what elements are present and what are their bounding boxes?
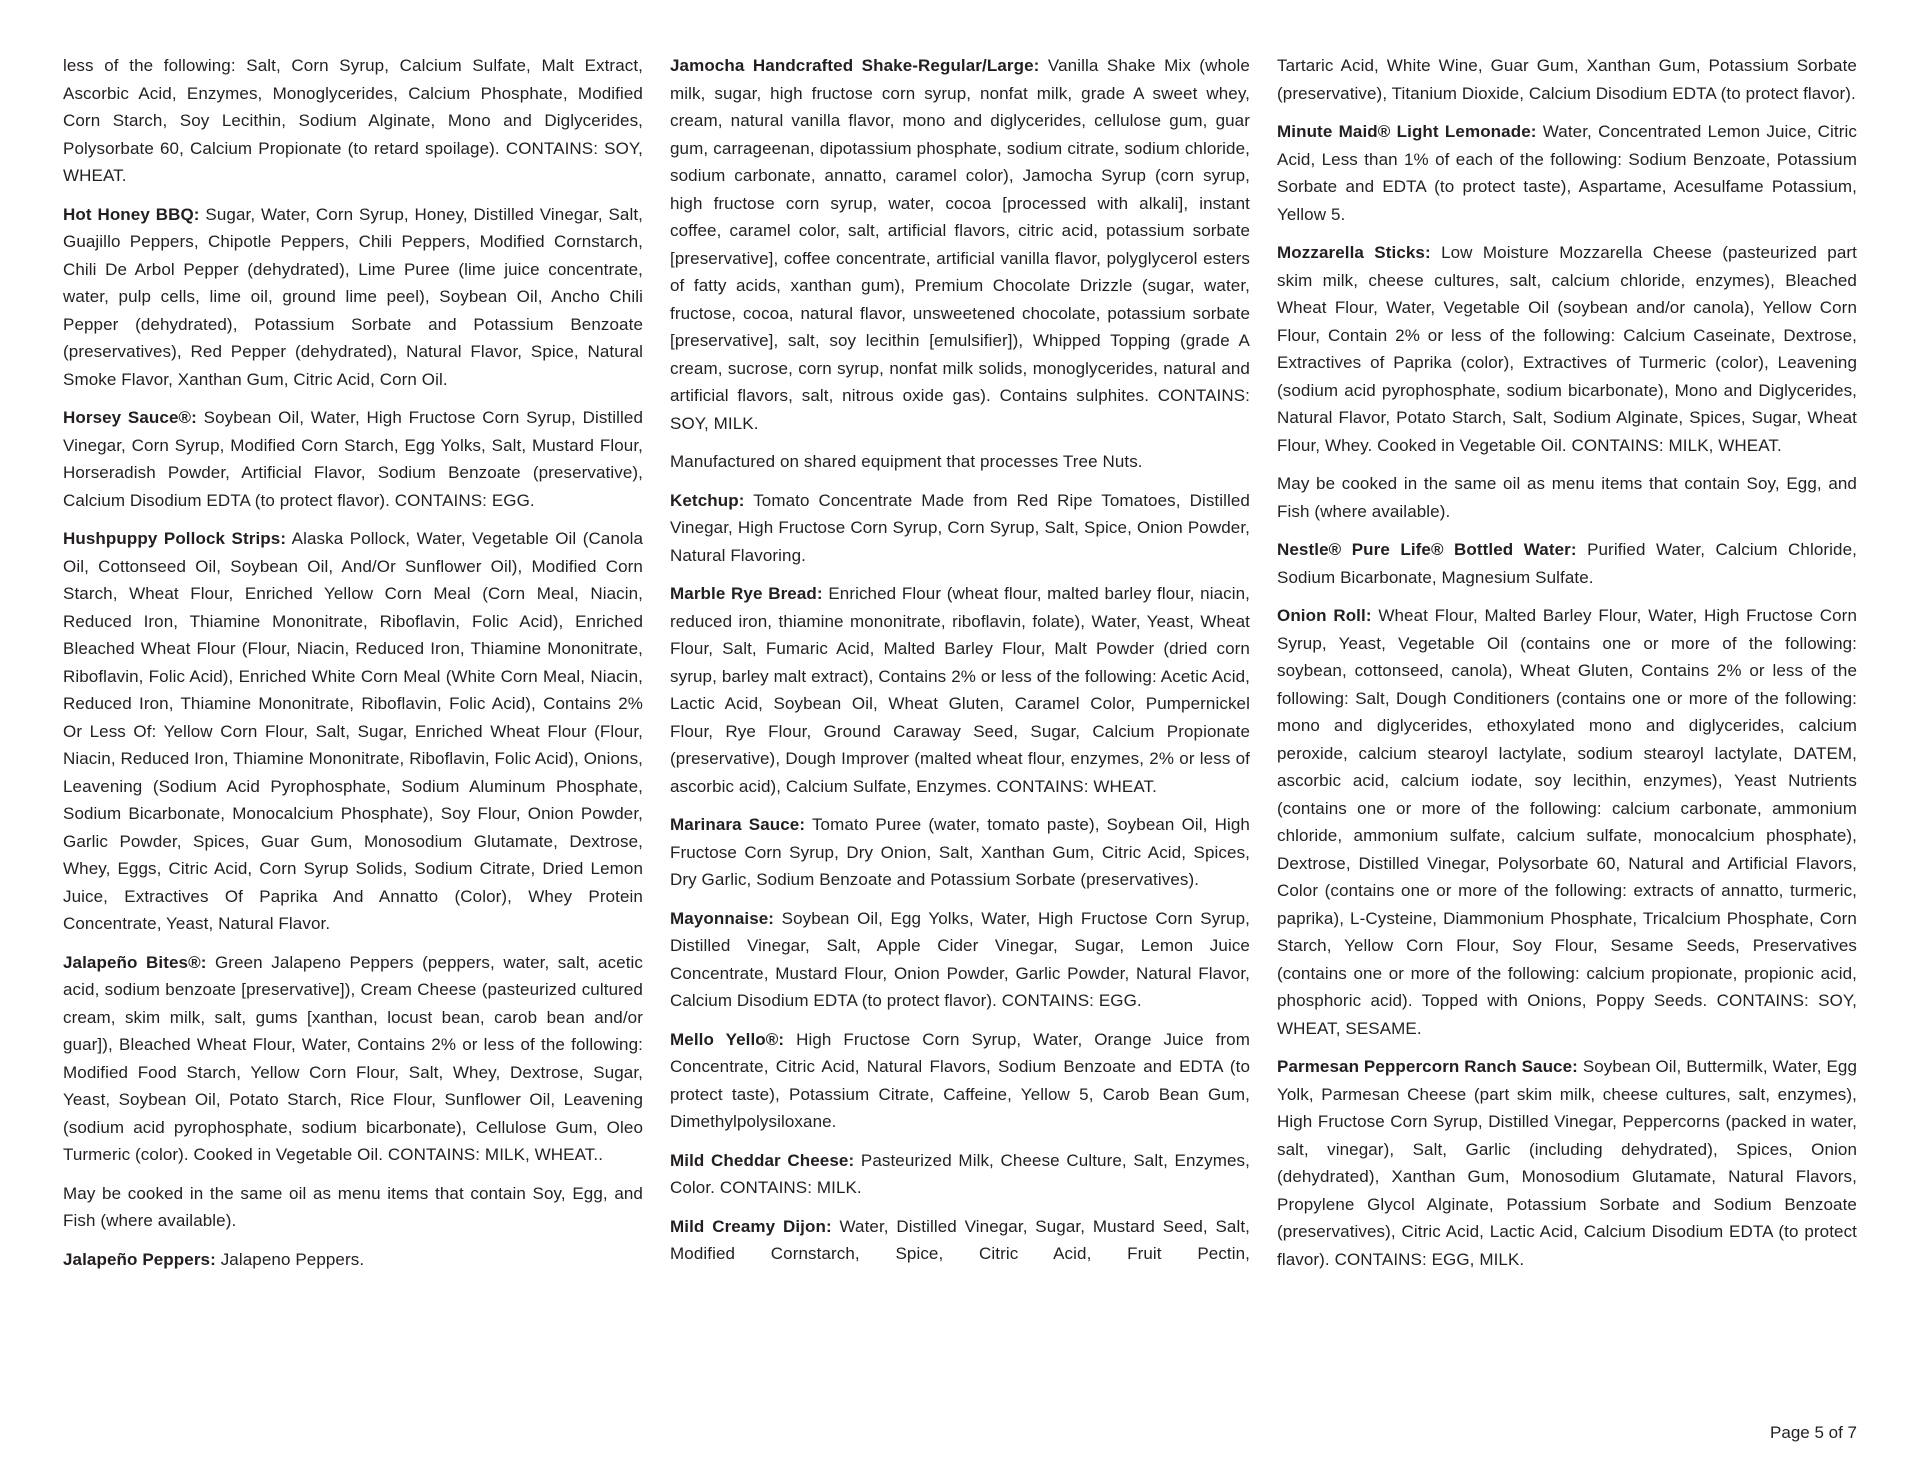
ingredient-paragraph — [63, 201, 643, 394]
ingredient-text: Soybean Oil, Buttermilk, Water, Egg Yolk, Parmesan Cheese (part skim milk, cheese cultures, salt, enzymes), High Fructose Corn Syrup, Distilled Vinegar, Peppercorns (packed in water, salt, vinegar), Salt, Garlic (including dehydrated), Spices, Onion (dehydrated), Xanthan Gum, Monosodium Glutamate, Natural Flavors, Propylene Glycol Alginate, Potassium Sorbate and Sodium Benzoate (preservatives), Citric Acid, Lactic Acid, Calcium Disodium EDTA (to protect flavor). CONTAINS: EGG, MILK. — [1277, 1057, 1857, 1269]
ingredient-paragraph — [670, 52, 1250, 437]
ingredient-paragraph — [1277, 536, 1857, 591]
ingredient-name: Mild Cheddar Cheese: — [670, 1150, 855, 1170]
ingredient-name: Jamocha Handcrafted Shake-Regular/Large: — [670, 56, 1040, 75]
ingredient-text: Enriched Flour (wheat flour, malted barley flour, niacin, reduced iron, thiamine mononitrate, riboflavin, folate), Water, Yeast, Wheat Flour, Salt, Fumaric Acid, Malted Barley Flour, Malt Powder (dried corn syrup, barley malt extract), Contains 2% or less of the following: Acetic Acid, Lactic Acid, Soybean Oil, Wheat Gluten, Caramel Color, Pumpernickel Flour, Rye Flour, Ground Caraway Seed, Sugar, Calcium Propionate (preservative), Dough Improver (malted wheat flour, enzymes, 2% or less of ascorbic acid), Calcium Sulfate, Enzymes. CONTAINS: WHEAT. — [670, 584, 1250, 796]
ingredient-text: less of the following: Salt, Corn Syrup, Calcium Sulfate, Malt Extract, Ascorbic Acid, Enzymes, Monoglycerides, Calcium Phosphate, Modified Corn Starch, Soy Lecithin, Sodium Alginate, Mono and Diglycerides, Polysorbate 60, Calcium Propionate (to retard spoilage). CONTAINS: SOY, WHEAT. — [63, 56, 643, 185]
ingredient-paragraph — [63, 949, 643, 1169]
ingredient-text: May be cooked in the same oil as menu items that contain Soy, Egg, and Fish (where available). — [63, 1183, 643, 1230]
ingredient-paragraph — [63, 525, 643, 938]
ingredient-paragraph — [670, 487, 1250, 570]
ingredient-paragraph — [670, 1026, 1250, 1136]
ingredient-paragraph — [1277, 602, 1857, 1042]
ingredient-text: Tartaric Acid, White Wine, Guar Gum, Xanthan Gum, Potassium Sorbate (preservative), Titanium Dioxide, Calcium Disodium EDTA (to protect flavor). — [1277, 56, 1857, 103]
ingredient-name: Mild Creamy Dijon: — [670, 1216, 832, 1236]
ingredient-paragraph — [63, 1246, 643, 1274]
ingredient-text: Alaska Pollock, Water, Vegetable Oil (Canola Oil, Cottonseed Oil, Soybean Oil, And/Or Sunflower Oil), Modified Corn Starch, Wheat Flour, Enriched Yellow Corn Meal (Corn Meal, Niacin, Reduced Iron, Thiamine Mononitrate, Riboflavin, Folic Acid), Enriched Bleached Wheat Flour (Flour, Niacin, Reduced Iron, Thiamine Mononitrate, Riboflavin, Folic Acid), Enriched White Corn Meal (White Corn Meal, Niacin, Reduced Iron, Thiamine Mononitrate, Riboflavin, Folic Acid), Contains 2% Or Less Of: Yellow Corn Flour, Salt, Sugar, Enriched Wheat Flour (Flour, Niacin, Reduced Iron, Thiamine Mononitrate, Riboflavin, Folic Acid), Onions, Leavening (Sodium Acid Pyrophosphate, Sodium Aluminum Phosphate, Sodium Bicarbonate, Monocalcium Phosphate), Soy Flour, Onion Powder, Garlic Powder, Spices, Guar Gum, Monosodium Glutamate, Dextrose, Whey, Eggs, Citric Acid, Corn Syrup Solids, Sodium Citrate, Dried Lemon Juice, Extractives Of Paprika And Annatto (Color), Whey Protein Concentrate, Yeast, Natural Flavor. — [63, 529, 644, 933]
ingredient-text: Soybean Oil, Egg Yolks, Water, High Fructose Corn Syrup, Distilled Vinegar, Salt, Apple Cider Vinegar, Sugar, Lemon Juice Concentrate, Mustard Flour, Onion Powder, Garlic Powder, Natural Flavor, Calcium Disodium EDTA (to protect flavor). CONTAINS: EGG. — [670, 908, 1250, 1010]
ingredient-name: Minute Maid® Light Lemonade: — [1277, 122, 1537, 141]
ingredient-name: Jalapeño Bites®: — [63, 952, 207, 972]
ingredient-text: Purified Water, Calcium Chloride, Sodium Bicarbonate, Magnesium Sulfate. — [1277, 540, 1857, 587]
ingredient-text: Soybean Oil, Water, High Fructose Corn Syrup, Distilled Vinegar, Corn Syrup, Modified Corn Starch, Egg Yolks, Salt, Mustard Flour, Horseradish Powder, Artificial Flavor, Sodium Benzoate (preservative), Calcium Disodium EDTA (to protect flavor). CONTAINS: EGG. — [63, 408, 643, 510]
ingredient-name: Marinara Sauce: — [670, 815, 806, 834]
page-number: Page 5 of 7 — [1770, 1423, 1857, 1442]
column-2 — [670, 52, 1250, 1284]
ingredient-name: Parmesan Peppercorn Ranch Sauce: — [1277, 1057, 1578, 1076]
ingredient-text: Wheat Flour, Malted Barley Flour, Water, High Fructose Corn Syrup, Yeast, Vegetable Oil (contains one or more of the following: soybean, cottonseed, canola), Wheat Gluten, Contains 2% or less of the following: Salt, Dough Conditioners (contains one or more of the following: mono and diglycerides, ethoxylated mono and diglycerides, calcium peroxide, calcium stearoyl lactylate, sodium stearoyl lactylate, DATEM, ascorbic acid, calcium iodate, soy lecithin, enzymes), Yeast Nutrients (contains one or more of the following: calcium carbonate, ammonium chloride, ammonium sulfate, calcium sulfate, monocalcium phosphate), Dextrose, Distilled Vinegar, Polysorbate 60, Natural and Artificial Flavors, Color (contains one or more of the following: extracts of annatto, turmeric, paprika), L-Cysteine, Diammonium Phosphate, Tricalcium Phosphate, Corn Starch, Yellow Corn Flour, Soy Flour, Sesame Seeds, Preservatives (contains one or more of the following: calcium propionate, propionic acid, phosphoric acid). Topped with Onions, Poppy Seeds. CONTAINS: SOY, WHEAT, SESAME. — [1277, 606, 1857, 1038]
ingredient-paragraph — [63, 404, 643, 514]
column-3 — [1277, 52, 1857, 1284]
ingredient-text: Sugar, Water, Corn Syrup, Honey, Distilled Vinegar, Salt, Guajillo Peppers, Chipotle Peppers, Chili Peppers, Modified Cornstarch, Chili De Arbol Pepper (dehydrated), Lime Puree (lime juice concentrate, water, pulp cells, lime oil, ground lime peel), Soybean Oil, Ancho Chili Pepper (dehydrated), Potassium Sorbate and Potassium Benzoate (preservatives), Red Pepper (dehydrated), Natural Flavor, Spice, Natural Smoke Flavor, Xanthan Gum, Citric Acid, Corn Oil. — [63, 204, 644, 389]
ingredient-paragraph — [670, 905, 1250, 1015]
ingredient-paragraph — [1277, 470, 1857, 525]
ingredient-name: Hushpuppy Pollock Strips: — [63, 529, 287, 548]
text-columns — [63, 52, 1857, 1284]
ingredient-text: Water, Concentrated Lemon Juice, Citric Acid, Less than 1% of each of the following: Sodium Benzoate, Potassium Sorbate and EDTA (to protect taste), Aspartame, Acesulfame Potassium, Yellow 5. — [1277, 122, 1857, 224]
ingredient-name: Mello Yello®: — [670, 1029, 785, 1049]
ingredient-paragraph — [63, 52, 643, 190]
ingredient-paragraph — [1277, 1053, 1857, 1273]
ingredient-text: Jalapeno Peppers. — [220, 1249, 365, 1269]
ingredient-text: May be cooked in the same oil as menu items that contain Soy, Egg, and Fish (where available). — [1277, 474, 1857, 521]
ingredient-text: Low Moisture Mozzarella Cheese (pasteurized part skim milk, cheese cultures, salt, calcium chloride, enzymes), Bleached Wheat Flour, Water, Vegetable Oil (soybean and/or canola), Yellow Corn Flour, Contain 2% or less of the following: Calcium Caseinate, Dextrose, Extractives of Paprika (color), Extractives of Turmeric (color), Leavening (sodium acid pyrophosphate, sodium bicarbonate), Mono and Diglycerides, Natural Flavor, Potato Starch, Salt, Sodium Alginate, Spices, Sugar, Wheat Flour, Whey. Cooked in Vegetable Oil. CONTAINS: MILK, WHEAT. — [1277, 243, 1857, 455]
ingredient-name: Mayonnaise: — [670, 908, 775, 928]
ingredient-name: Ketchup: — [670, 490, 745, 510]
ingredient-paragraph — [1277, 118, 1857, 228]
ingredient-text: Pasteurized Milk, Cheese Culture, Salt, Enzymes, Color. CONTAINS: MILK. — [670, 1150, 1250, 1197]
ingredient-name: Jalapeño Peppers: — [63, 1249, 216, 1269]
ingredient-text: Tomato Concentrate Made from Red Ripe Tomatoes, Distilled Vinegar, High Fructose Corn Syrup, Corn Syrup, Salt, Spice, Onion Powder, Natural Flavoring. — [670, 490, 1250, 565]
ingredient-text: High Fructose Corn Syrup, Water, Orange Juice from Concentrate, Citric Acid, Natural Flavors, Sodium Benzoate and EDTA (to protect taste), Potassium Citrate, Caffeine, Yellow 5, Carob Bean Gum, Dimethylpolysiloxane. — [670, 1029, 1250, 1131]
ingredient-name: Hot Honey BBQ: — [63, 204, 200, 224]
ingredient-text: Water, Distilled Vinegar, Sugar, Mustard Seed, Salt, Modified Cornstarch, Spice, Citric Acid, Fruit Pectin, — [670, 1216, 1251, 1263]
column-1 — [63, 52, 643, 1284]
ingredient-paragraph — [670, 1147, 1250, 1202]
ingredient-name: Marble Rye Bread: — [670, 584, 823, 603]
ingredient-text: Tomato Puree (water, tomato paste), Soybean Oil, High Fructose Corn Syrup, Dry Onion, Salt, Xanthan Gum, Citric Acid, Spices, Dry Garlic, Sodium Benzoate and Potassium Sorbate (preservatives). — [670, 815, 1250, 889]
ingredient-text: Manufactured on shared equipment that processes Tree Nuts. — [670, 452, 1143, 471]
ingredient-text: Vanilla Shake Mix (whole milk, sugar, high fructose corn syrup, nonfat milk, grade A sweet whey, cream, natural vanilla flavor, mono and diglycerides, cellulose gum, guar gum, carrageenan, dipotassium phosphate, sodium citrate, sodium chloride, sodium carbonate, annatto, caramel color), Jamocha Syrup (corn syrup, high fructose corn syrup, water, cocoa [processed with alkali], instant coffee, caramel color, salt, artificial flavors, citric acid, potassium sorbate [preservative], coffee concentrate, artificial vanilla flavor, polyglycerol esters of fatty acids, xanthan gum), Premium Chocolate Drizzle (sugar, water, fructose, cocoa, natural flavor, unsweetened chocolate, potassium sorbate [preservative], salt, soy lecithin [emulsifier]), Whipped Topping (grade A cream, sucrose, corn syrup, nonfat milk solids, monoglycerides, natural and artificial flavors, salt, nitrous oxide gas). Contains sulphites. CONTAINS: SOY, MILK. — [670, 56, 1250, 433]
ingredient-paragraph — [670, 448, 1250, 476]
ingredient-name: Horsey Sauce®: — [63, 408, 197, 427]
ingredient-name: Onion Roll: — [1277, 606, 1372, 625]
ingredient-paragraph — [670, 580, 1250, 800]
ingredient-name: Nestle® Pure Life® Bottled Water: — [1277, 540, 1577, 559]
ingredient-name: Mozzarella Sticks: — [1277, 243, 1431, 262]
ingredient-paragraph — [1277, 52, 1857, 107]
ingredient-paragraph — [1277, 239, 1857, 459]
ingredient-text: Green Jalapeno Peppers (peppers, water, salt, acetic acid, sodium benzoate [preservative]), Cream Cheese (pasteurized cultured cream, skim milk, salt, gums [xanthan, locust bean, carob bean and/or guar]), Bleached Wheat Flour, Water, Contains 2% or less of the following: Modified Food Starch, Yellow Corn Flour, Salt, Whey, Dextrose, Sugar, Yeast, Soybean Oil, Potato Starch, Rice Flour, Sunflower Oil, Leavening (sodium acid pyrophosphate, sodium bicarbonate), Cellulose Gum, Oleo Turmeric (color). Cooked in Vegetable Oil. CONTAINS: MILK, WHEAT.. — [63, 952, 643, 1164]
ingredient-paragraph — [670, 1213, 1250, 1268]
ingredient-paragraph — [63, 1180, 643, 1235]
ingredient-paragraph — [670, 811, 1250, 894]
